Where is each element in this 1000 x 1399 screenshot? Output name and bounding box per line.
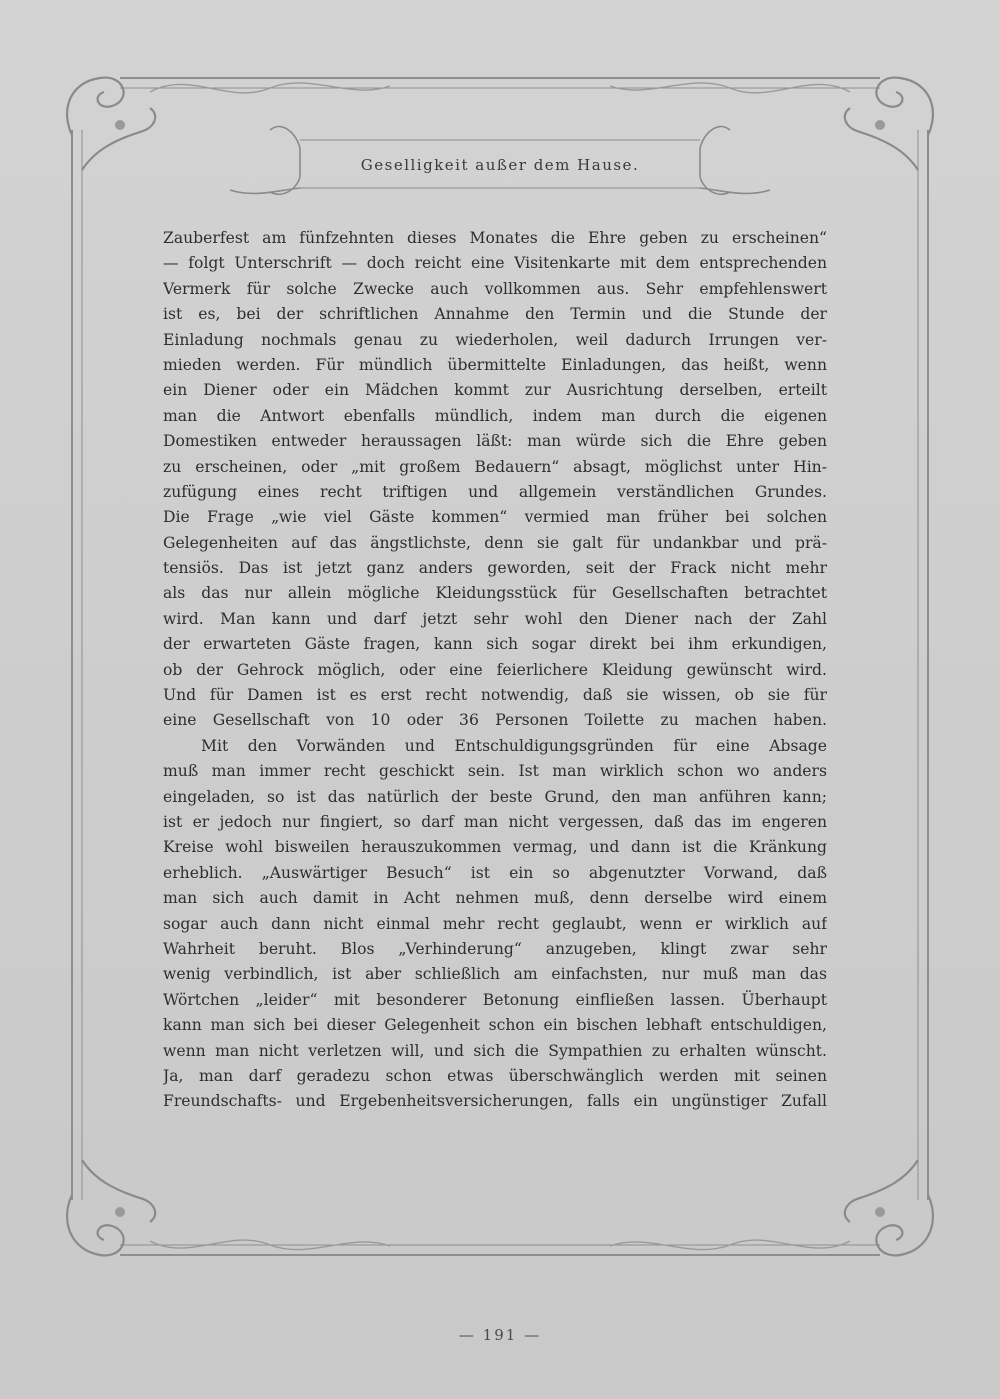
text-line: mieden werden. Für mündlich übermittelte Einladungen, das heißt, wenn [163,355,827,374]
text-line: Kreise wohl bisweilen herauszukommen vermag, und dann ist die Kränkung [163,838,827,857]
text-line: eingeladen, so ist das natürlich der beste Grund, den man anführen kann; [163,787,827,806]
text-line: man die Antwort ebenfalls mündlich, indem man durch die eigenen [163,406,827,425]
text-line: Einladung nochmals genau zu wiederholen, weil dadurch Irrungen ver- [163,330,827,349]
text-line: wird. Man kann und darf jetzt sehr wohl den Diener nach der Zahl [163,609,827,628]
text-line: eine Gesellschaft von 10 oder 36 Personen Toilette zu machen haben. [163,711,827,730]
text-line: erheblich. „Auswärtiger Besuch“ ist ein so abgenutzter Vorwand, daß [163,863,827,882]
text-line: ob der Gehrock möglich, oder eine feierlichere Kleidung gewünscht wird. [163,660,827,679]
text-line: zufügung eines recht triftigen und allgemein verständlichen Grundes. [163,482,827,501]
text-line: ist es, bei der schriftlichen Annahme den Termin und die Stunde der [163,305,827,324]
text-line: Wörtchen „leider“ mit besonderer Betonung einfließen lassen. Überhaupt [163,990,827,1009]
text-line: Und für Damen ist es erst recht notwendig, daß sie wissen, ob sie für [163,686,827,705]
text-line: Gelegenheiten auf das ängstlichste, denn sie galt für undankbar und prä- [163,533,827,552]
text-line: ist er jedoch nur fingiert, so darf man nicht vergessen, daß das im engeren [163,812,827,831]
text-line: Mit den Vorwänden und Entschuldigungsgründen für eine Absage [201,736,827,755]
running-header-title: Geselligkeit außer dem Hause. [360,156,640,174]
text-line: man sich auch damit in Acht nehmen muß, denn derselbe wird einem [163,889,827,908]
text-line: Freundschafts- und Ergebenheitsversicherungen, falls ein ungünstiger Zufall [163,1092,827,1111]
text-line: Ja, man darf geradezu schon etwas überschwänglich werden mit seinen [163,1066,827,1085]
text-line: wenn man nicht verletzen will, und sich die Sympathien zu erhalten wünscht. [163,1041,827,1060]
text-line: Vermerk für solche Zwecke auch vollkommen aus. Sehr empfehlenswert [163,279,827,298]
text-line: Zauberfest am fünfzehnten dieses Monates die Ehre geben zu erscheinen“ [163,229,827,247]
text-line: muß man immer recht geschickt sein. Ist man wirklich schon wo anders [163,762,827,781]
text-line: Wahrheit beruht. Blos „Verhinderung“ anzugeben, klingt zwar sehr [163,939,827,958]
text-line: ein Diener oder ein Mädchen kommt zur Ausrichtung derselben, erteilt [163,381,827,400]
text-line: der erwarteten Gäste fragen, kann sich sogar direkt bei ihm erkundigen, [163,635,827,654]
body-text [163,226,827,1115]
page-number: — 191 — [458,1326,542,1344]
text-line: sogar auch dann nicht einmal mehr recht geglaubt, wenn er wirklich auf [163,914,827,933]
text-line: kann man sich bei dieser Gelegenheit schon ein bischen lebhaft entschuldigen, [163,1016,827,1035]
text-line: wenig verbindlich, ist aber schließlich am einfachsten, nur muß man das [163,965,827,984]
text-line: Domestiken entweder heraussagen läßt: man würde sich die Ehre geben [163,432,827,451]
text-line: Die Frage „wie viel Gäste kommen“ vermied man früher bei solchen [163,508,827,527]
text-line: zu erscheinen, oder „mit großem Bedauern“ absagt, möglichst unter Hin- [163,457,827,476]
text-line: als das nur allein mögliche Kleidungsstück für Gesellschaften betrachtet [163,584,827,603]
text-line: — folgt Unterschrift — doch reicht eine Visitenkarte mit dem entsprechenden [163,254,827,273]
text-line: tensiös. Das ist jetzt ganz anders geworden, seit der Frack nicht mehr [163,559,827,578]
